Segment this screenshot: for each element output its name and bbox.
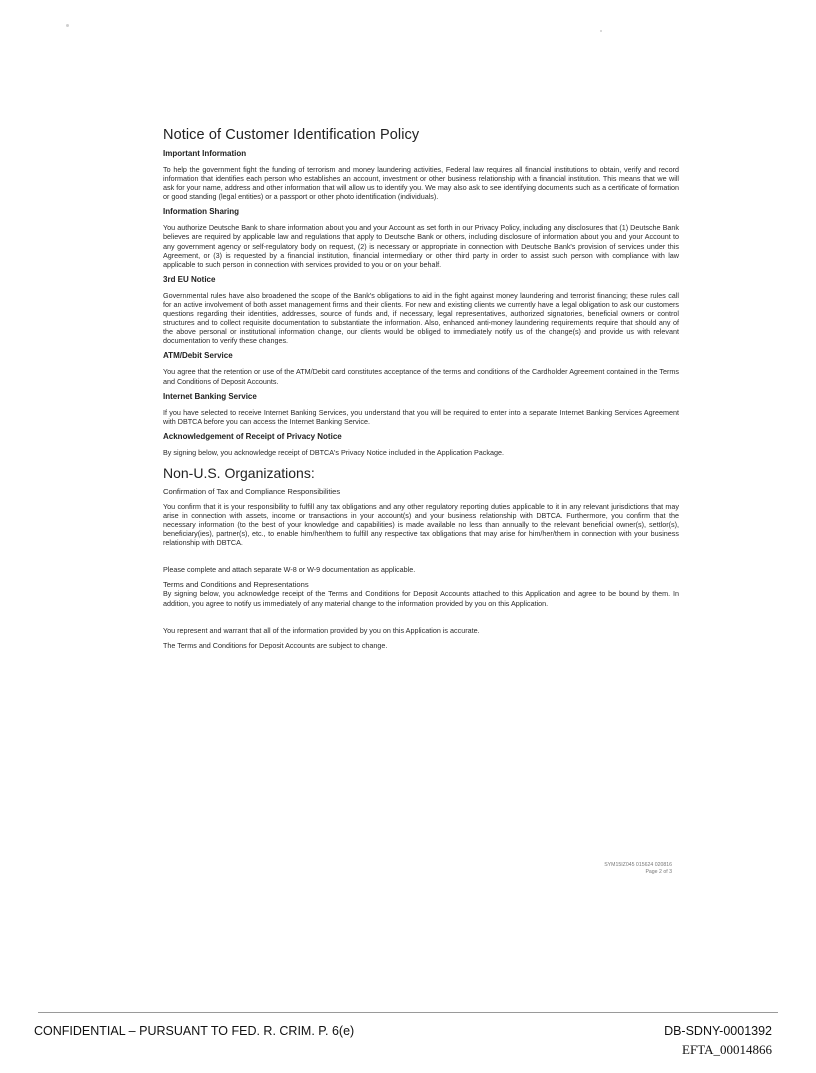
footer-divider [38, 1012, 778, 1013]
section-heading: Information Sharing [163, 207, 239, 217]
confidential-notice: CONFIDENTIAL – PURSUANT TO FED. R. CRIM. P. 6(e) [34, 1024, 355, 1038]
section-heading: Internet Banking Service [163, 391, 257, 401]
scan-speck [600, 30, 602, 32]
terms-text: By signing below, you acknowledge receipt of the Terms and Conditions for Deposit Accounts attached to this Application and agree to be bound by them. In addition, you agree to notify us immediately of any material change to the information provided by you on this Application. [163, 589, 679, 608]
section-heading: 3rd EU Notice [163, 274, 216, 284]
document-body [163, 127, 679, 656]
scan-speck [66, 24, 69, 27]
page-number: Page 2 of 3 [645, 869, 672, 875]
terms-heading: Terms and Conditions and Representations [163, 580, 309, 590]
bates-number: DB-SDNY-0001392 [664, 1024, 772, 1038]
non-us-title: Non-U.S. Organizations: [163, 464, 315, 481]
non-us-subheading: Confirmation of Tax and Compliance Responsibilities [163, 486, 341, 496]
page-title: Notice of Customer Identification Policy [163, 127, 420, 143]
section-text: To help the government fight the funding of terrorism and money laundering activities, Federal law requires all financial institutions to obtain, verify and record information that identifies each person who establishes an account, investment or other business relationship with a financial institution. This means that we will ask for your name, address and other information that will allow us to identify you. We may also ask to see identifying documents such as a certificate of formation or good standing (legal entities) or a passport or other photo identification (individuals). [163, 165, 679, 202]
subject-to-change-text: The Terms and Conditions for Deposit Accounts are subject to change. [163, 640, 388, 650]
form-code-block [540, 862, 672, 876]
section-text: By signing below, you acknowledge receipt of DBTCA's Privacy Notice included in the Application Package. [163, 447, 504, 457]
section-heading: Important Information [163, 149, 247, 158]
non-us-text: You confirm that it is your responsibility to fulfill any tax obligations and any other regulatory reporting duties applicable to it in any relevant jurisdictions that may arise in connection with assets, income or transactions in your account(s) and your business relationship with DBTCA. Furthermore, you confirm that the necessary information (to the best of your knowledge and capabilities) is made available no less than annually to the relevant beneficial owner(s), settlor(s), beneficiary(ies), partner(s), etc., to enable him/her/them to fulfill any respective tax obligations that may arise for him/her/them in connection with your business relationship with DBTCA. [163, 501, 679, 548]
section-text: You agree that the retention or use of the ATM/Debit card constitutes acceptance of the terms and conditions of the Cardholder Agreement contained in the Terms and Conditions of Deposit Accounts. [163, 367, 679, 386]
w8-note: Please complete and attach separate W-8 or W-9 documentation as applicable. [163, 565, 416, 575]
section-text: Governmental rules have also broadened the scope of the Bank's obligations to aid in the fight against money laundering and terrorist financing; these rules call for an active involvement of both asset management firms and their clients. For new and existing clients we currently have a legal obligation to ask our customers questions regarding their identities, addresses, source of funds and, if necessary, legal representatives, authorized signatories, beneficial owners or control structures and to collect requisite documentation to substantiate the information. Also, enhanced anti-money laundering requirements require that should any of the above personal or institutional information change, our clients would be obliged to immediately notify us of the change(s) and provide us with relevant documentation to verify these changes. [163, 290, 679, 346]
form-code: SYM15IZ045 015624 020816 [604, 862, 672, 868]
section-heading: Acknowledgement of Receipt of Privacy Notice [163, 431, 342, 441]
section-heading: ATM/Debit Service [163, 351, 233, 361]
section-text: You authorize Deutsche Bank to share information about you and your Account as set forth in our Privacy Policy, including any disclosures that (1) Deutsche Bank believes are required by applicable law and regulations that apply to Deutsche Bank or others, including disclosure of information about you and your Account to any government agency or self-regulatory body on request, (2) is necessary or appropriate in connection with Deutsche Bank's provision of services under this Agreement, or (3) is requested by a financial institution, financial intermediary or other third party in order to assist such person with compliance with law applicable to such person in connection with services provided to you or on your behalf. [163, 223, 679, 269]
represent-text: You represent and warrant that all of the information provided by you on this Application is accurate. [163, 625, 480, 635]
efta-number: EFTA_00014866 [682, 1042, 772, 1057]
section-text: If you have selected to receive Internet Banking Services, you understand that you will be required to enter into a separate Internet Banking Services Agreement with DBTCA before you can access the Internet Banking Service. [163, 407, 679, 426]
